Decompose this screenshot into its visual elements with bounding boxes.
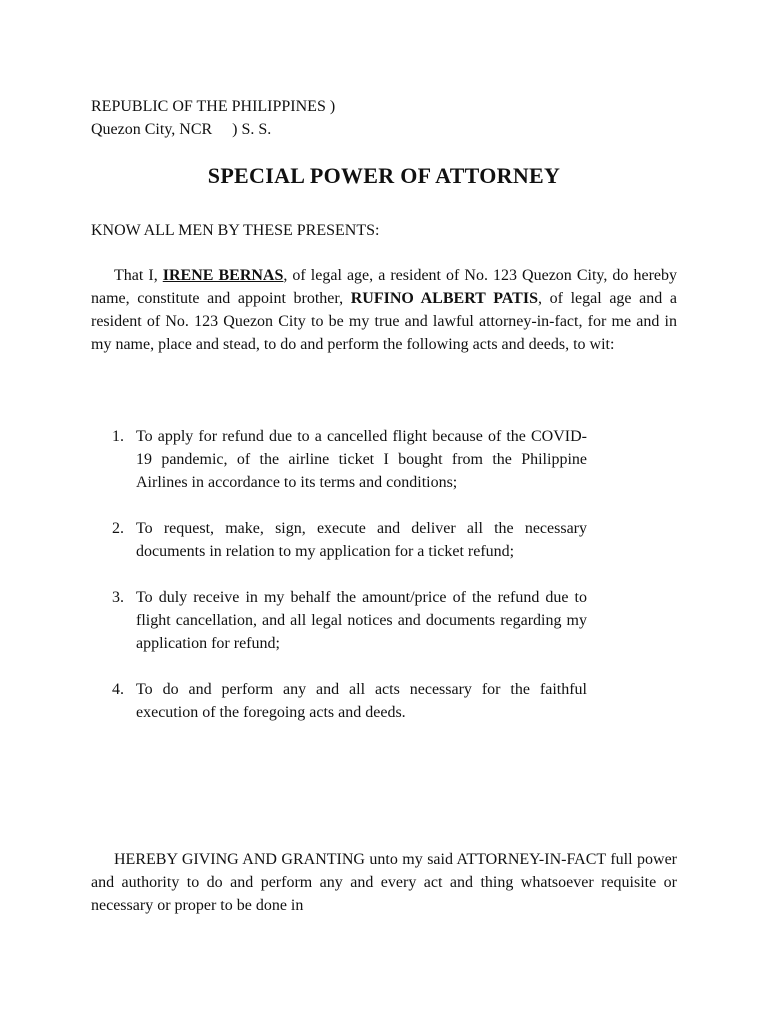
principal-name: IRENE BERNAS: [162, 267, 284, 284]
list-item-number: 2.: [112, 520, 124, 537]
document-title: SPECIAL POWER OF ATTORNEY: [207, 163, 561, 188]
list-item-text: To do and perform any and all acts necessary for the faithful execution of the foregoing acts and deeds.: [136, 681, 587, 721]
list-item-number: 4.: [112, 681, 124, 698]
intro-suffix: , of legal age and a resident of No. 123 Quezon City to be my true and lawful attorney-in-fact, for me and in my name, place and stead, to do and perform the following acts and deeds, to wit:: [91, 290, 678, 353]
salutation: KNOW ALL MEN BY THESE PRESENTS:: [91, 222, 380, 239]
closing-paragraph: HEREBY GIVING AND GRANTING unto my said ATTORNEY-IN-FACT full power and authority to do and perform any and every act and thing whatsoever requisite or necessary or proper to be done in: [91, 851, 677, 914]
venue-city-line: Quezon City, NCR ) S. S.: [91, 121, 272, 138]
intro-middle: , of legal age, a resident of No. 123 Quezon City, do hereby name, constitute and appoint brother,: [91, 267, 677, 307]
intro-prefix: That I,: [114, 267, 163, 284]
venue-republic-line: REPUBLIC OF THE PHILIPPINES ): [91, 98, 336, 115]
acts-list: [112, 425, 587, 747]
intro-paragraph: [91, 264, 677, 356]
list-item-text: To duly receive in my behalf the amount/price of the refund due to flight cancellation, and all legal notices and documents regarding my application for refund;: [136, 589, 587, 652]
list-item: [112, 586, 587, 655]
list-item-number: 3.: [112, 589, 124, 606]
list-item-number: 1.: [112, 428, 124, 445]
list-item: [112, 517, 587, 563]
list-item-text: To request, make, sign, execute and deliver all the necessary documents in relation to my application for a ticket refund;: [136, 520, 587, 560]
list-item-text: To apply for refund due to a cancelled flight because of the COVID-19 pandemic, of the airline ticket I bought from the Philippine Airlines in accordance to its terms and conditions;: [136, 428, 587, 491]
venue-block: [91, 95, 335, 141]
list-item: [112, 425, 587, 494]
list-item: [112, 678, 587, 724]
attorney-name: RUFINO ALBERT PATIS: [350, 290, 538, 307]
